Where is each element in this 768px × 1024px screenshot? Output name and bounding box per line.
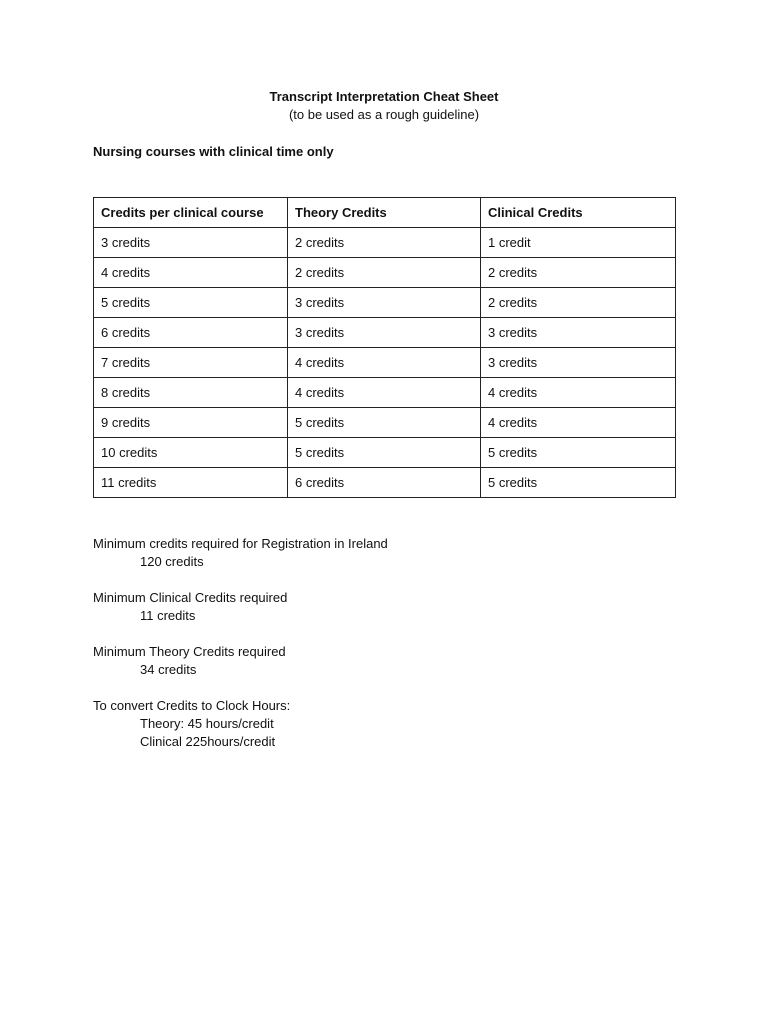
clinical-credits-cell: 5 credits bbox=[481, 438, 676, 468]
table-row bbox=[94, 408, 676, 438]
table-row bbox=[94, 348, 676, 378]
theory-credits-cell: 2 credits bbox=[288, 228, 481, 258]
course-credits-cell: 8 credits bbox=[94, 378, 288, 408]
section-heading: Nursing courses with clinical time only bbox=[93, 144, 334, 159]
credits-table bbox=[93, 197, 676, 498]
table-row bbox=[94, 318, 676, 348]
theory-credits-cell: 3 credits bbox=[288, 318, 481, 348]
theory-credits-cell: 5 credits bbox=[288, 408, 481, 438]
clinical-hours-rate: Clinical 225hours/credit bbox=[140, 734, 276, 749]
course-credits-cell: 10 credits bbox=[94, 438, 288, 468]
course-credits-cell: 5 credits bbox=[94, 288, 288, 318]
theory-credits-cell: 5 credits bbox=[288, 438, 481, 468]
theory-hours-rate: Theory: 45 hours/credit bbox=[140, 716, 274, 731]
theory-credits-cell: 6 credits bbox=[288, 468, 481, 498]
clinical-credits-cell: 3 credits bbox=[481, 318, 676, 348]
clinical-credits-cell: 5 credits bbox=[481, 468, 676, 498]
clinical-requirement-label: Minimum Clinical Credits required bbox=[93, 590, 288, 605]
column-header-credits-per-course: Credits per clinical course bbox=[94, 198, 288, 228]
clock-hours-conversion bbox=[93, 697, 693, 751]
table-row bbox=[94, 468, 676, 498]
clinical-credits-cell: 2 credits bbox=[481, 258, 676, 288]
table-row bbox=[94, 228, 676, 258]
course-credits-cell: 7 credits bbox=[94, 348, 288, 378]
clinical-credits-cell: 3 credits bbox=[481, 348, 676, 378]
clinical-credits-cell: 1 credit bbox=[481, 228, 676, 258]
theory-requirement bbox=[93, 643, 693, 679]
table-row bbox=[94, 288, 676, 318]
theory-requirement-label: Minimum Theory Credits required bbox=[93, 644, 286, 659]
document-title: Transcript Interpretation Cheat Sheet bbox=[269, 89, 499, 104]
table-row bbox=[94, 438, 676, 468]
course-credits-cell: 4 credits bbox=[94, 258, 288, 288]
table-row bbox=[94, 258, 676, 288]
registration-requirement-label: Minimum credits required for Registration in Ireland bbox=[93, 536, 388, 551]
course-credits-cell: 11 credits bbox=[94, 468, 288, 498]
column-header-theory-credits: Theory Credits bbox=[288, 198, 481, 228]
requirements-notes bbox=[93, 535, 693, 769]
theory-credits-cell: 4 credits bbox=[288, 378, 481, 408]
clinical-credits-cell: 2 credits bbox=[481, 288, 676, 318]
document-subtitle: (to be used as a rough guideline) bbox=[288, 107, 480, 122]
course-credits-cell: 3 credits bbox=[94, 228, 288, 258]
clinical-requirement bbox=[93, 589, 693, 625]
clinical-credits-cell: 4 credits bbox=[481, 408, 676, 438]
clinical-requirement-value: 11 credits bbox=[140, 608, 196, 623]
theory-credits-cell: 2 credits bbox=[288, 258, 481, 288]
table-row bbox=[94, 378, 676, 408]
table-header-row bbox=[94, 198, 676, 228]
course-credits-cell: 9 credits bbox=[94, 408, 288, 438]
course-credits-cell: 6 credits bbox=[94, 318, 288, 348]
clock-hours-conversion-label: To convert Credits to Clock Hours: bbox=[93, 698, 291, 713]
clinical-credits-cell: 4 credits bbox=[481, 378, 676, 408]
column-header-clinical-credits: Clinical Credits bbox=[481, 198, 676, 228]
theory-requirement-value: 34 credits bbox=[140, 662, 197, 677]
theory-credits-cell: 4 credits bbox=[288, 348, 481, 378]
registration-requirement-value: 120 credits bbox=[140, 554, 204, 569]
registration-requirement bbox=[93, 535, 693, 571]
theory-credits-cell: 3 credits bbox=[288, 288, 481, 318]
